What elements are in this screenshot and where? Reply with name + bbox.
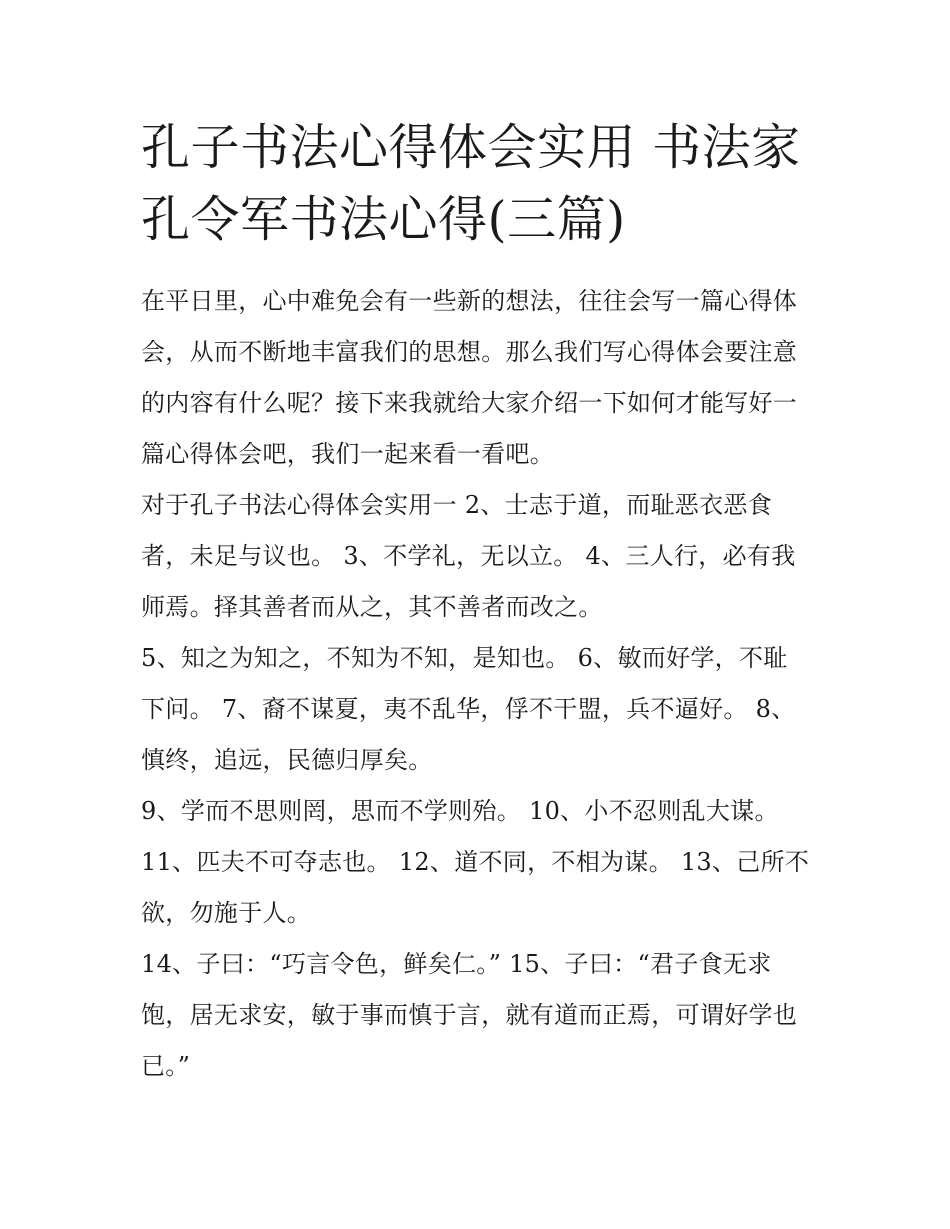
text-line: 在平日里，心中难免会有一些新的想法，往往会写一篇心得体 (141, 287, 798, 315)
quotes-paragraph (141, 939, 821, 1092)
text-line: 会，从而不断地丰富我们的思想。那么我们写心得体会要注意 (141, 338, 798, 366)
intro-paragraph (141, 276, 821, 480)
text-line: 的内容有什么呢？接下来我就给大家介绍一下如何才能写好一 (141, 389, 798, 417)
text-line: 已。” (141, 1052, 191, 1080)
title-line: 孔子书法心得体会实用 书法家 (141, 119, 801, 176)
text-line: 9、学而不思则罔，思而不学则殆。 10、小不忍则乱大谋。 (141, 797, 779, 825)
quotes-paragraph (141, 480, 821, 633)
title-line: 孔令军书法心得(三篇) (141, 191, 626, 248)
text-line: 饱，居无求安，敏于事而慎于言，就有道而正焉，可谓好学也 (141, 1001, 798, 1029)
document-title (141, 112, 821, 256)
text-line: 14、子曰：“巧言令色，鲜矣仁。” 15、子曰：“君子食无求 (141, 950, 772, 978)
text-line: 下问。 7、裔不谋夏，夷不乱华，俘不干盟，兵不逼好。 8、 (141, 695, 796, 723)
quotes-paragraph (141, 633, 821, 786)
quotes-paragraph (141, 837, 821, 939)
text-line: 篇心得体会吧，我们一起来看一看吧。 (141, 440, 555, 468)
text-line: 慎终，追远，民德归厚矣。 (141, 746, 433, 774)
text-line: 欲，勿施于人。 (141, 899, 312, 927)
text-line: 5、知之为知之，不知为不知，是知也。 6、敏而好学，不耻 (141, 644, 788, 672)
text-line: 师焉。择其善者而从之，其不善者而改之。 (141, 593, 603, 621)
text-line: 11、匹夫不可夺志也。 12、道不同，不相为谋。 13、己所不 (141, 848, 810, 876)
text-line: 者，未足与议也。 3、不学礼，无以立。 4、三人行，必有我 (141, 542, 796, 570)
quotes-paragraph (141, 786, 821, 837)
text-line: 对于孔子书法心得体会实用一 2、士志于道，而耻恶衣恶食 (141, 491, 772, 519)
